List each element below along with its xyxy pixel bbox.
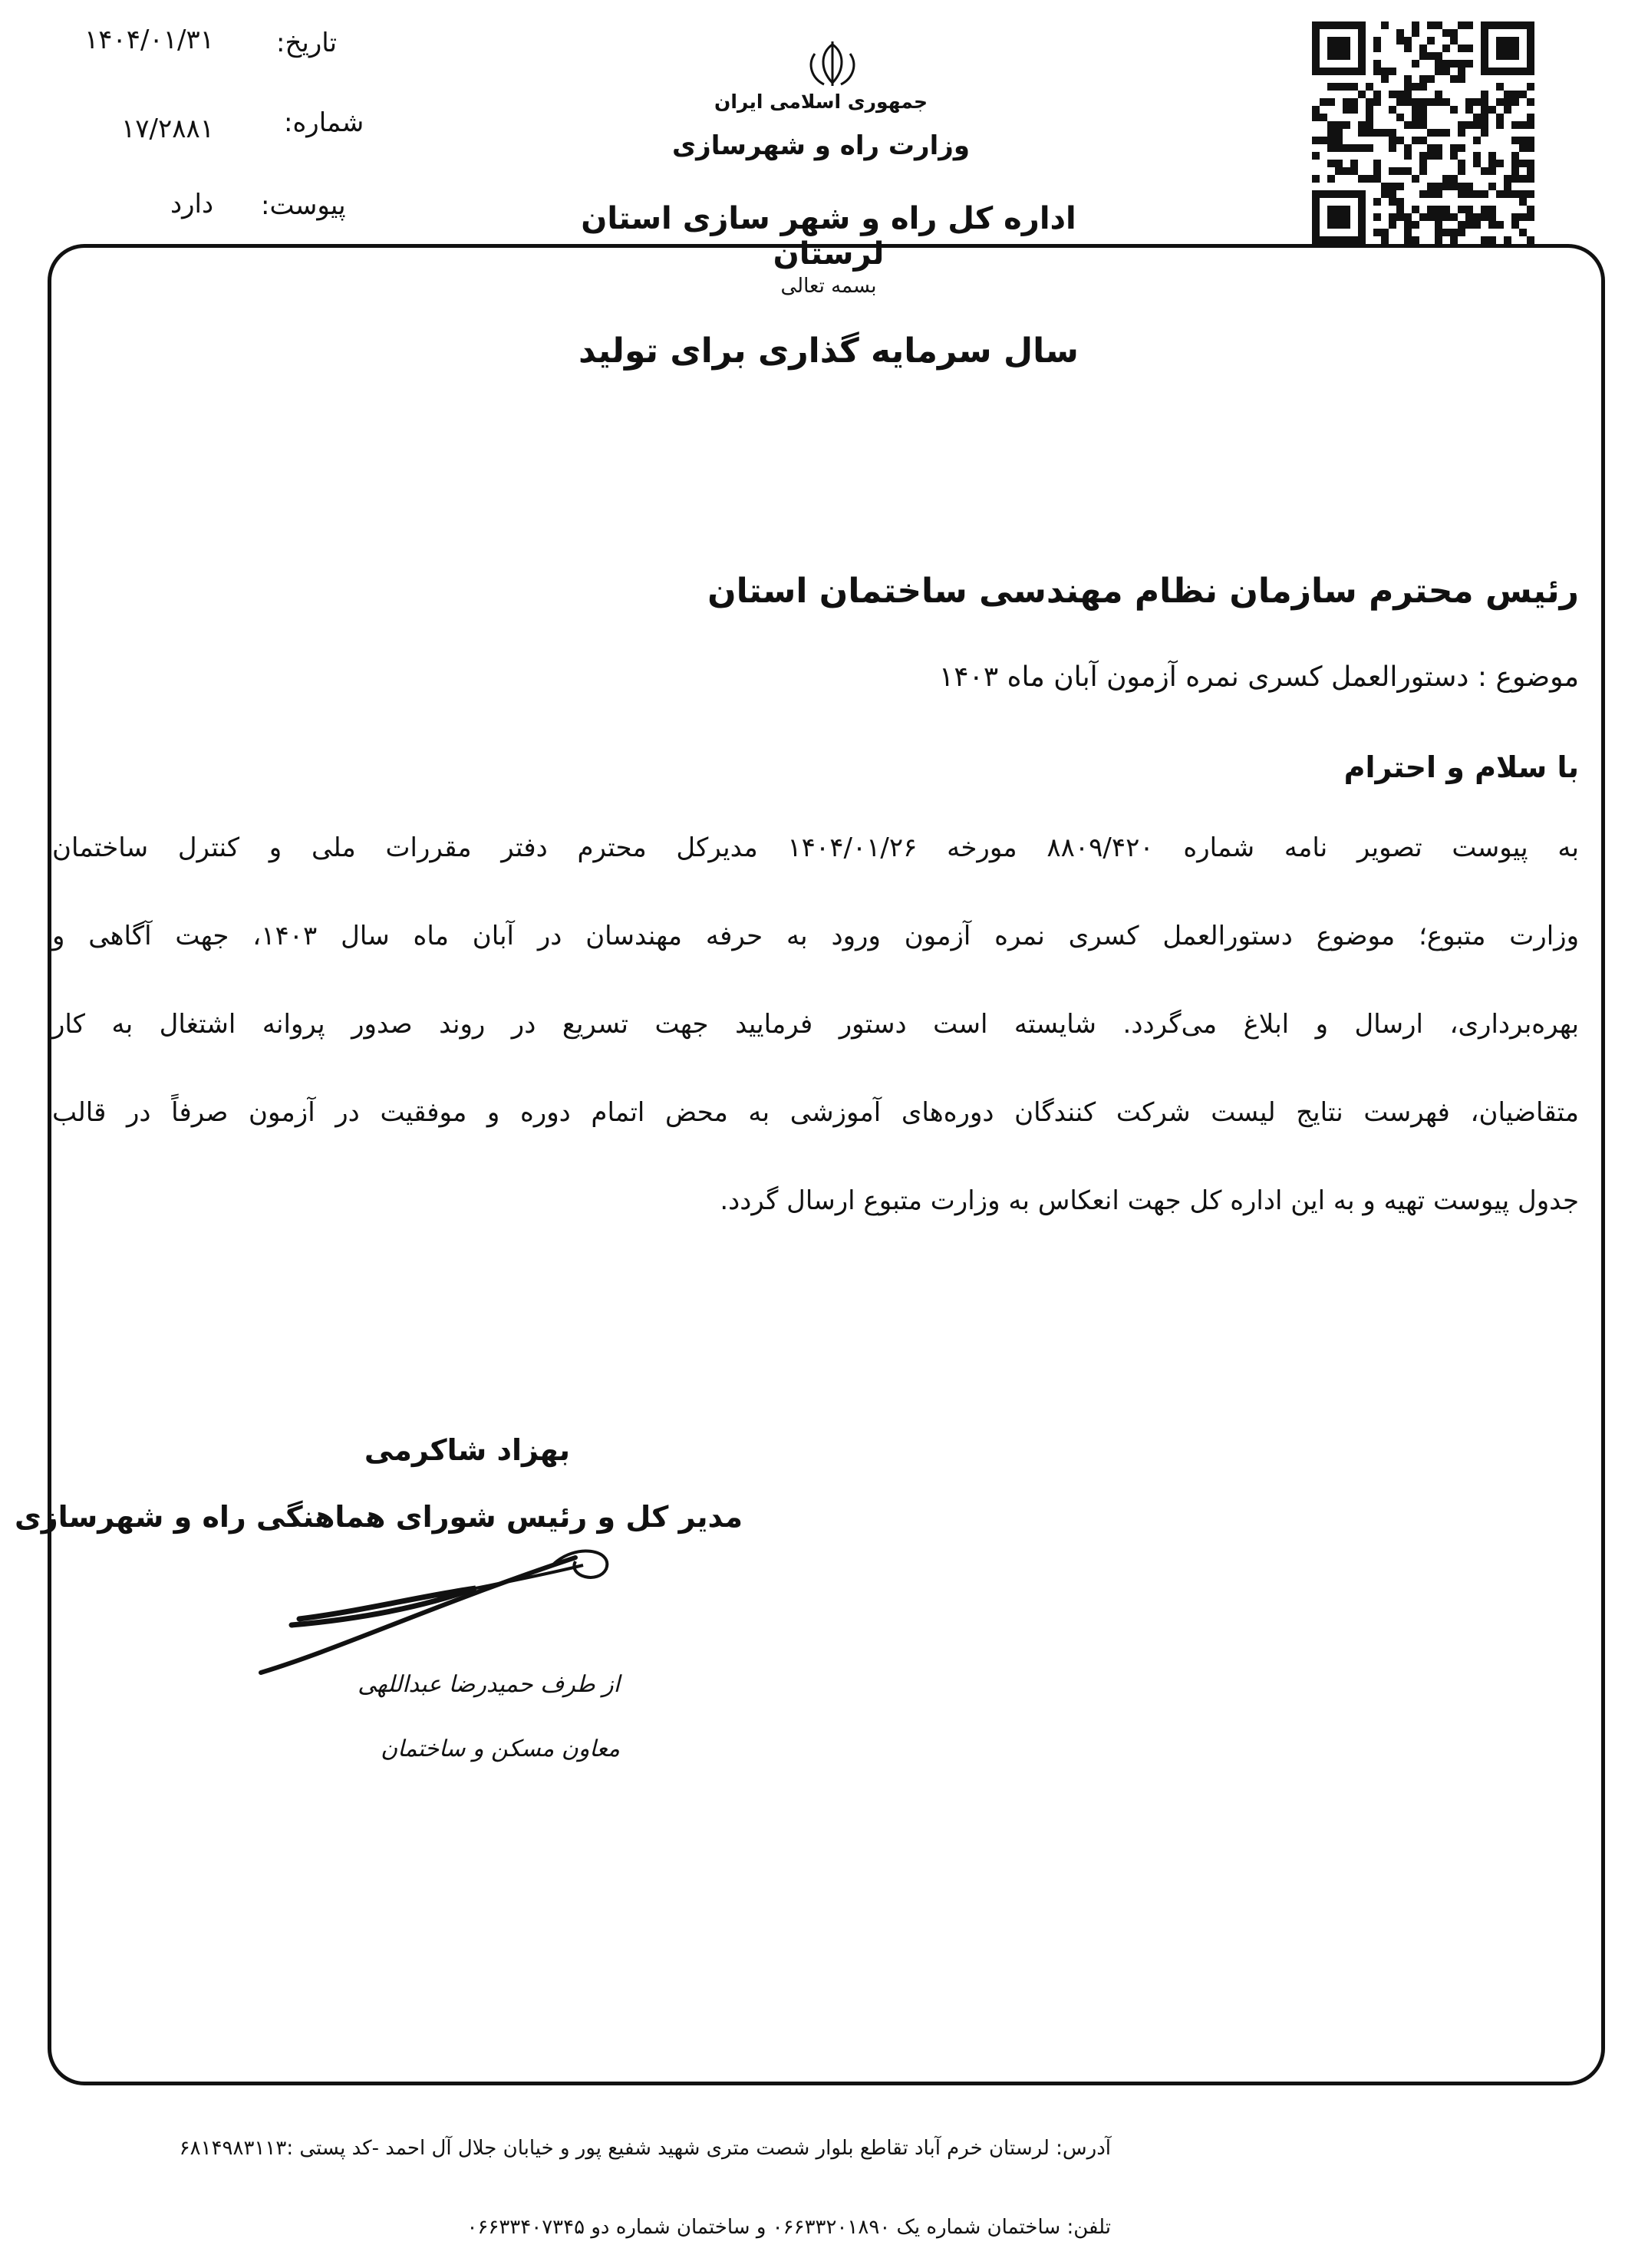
signer-name: بهزاد شاکرمی xyxy=(364,1433,570,1467)
body-line-1: به پیوست تصویر نامه شماره ۸۸۰۹/۴۲۰ مورخه ۱۴۰۴/۰۱/۲۶ مدیرکل محترم دفتر مقررات ملی و کنترل ساختمان xyxy=(52,832,1580,863)
subject-line: موضوع : دستورالعمل کسری نمره آزمون آبان ماه ۱۴۰۳ xyxy=(938,661,1579,693)
date-label: تاریخ: xyxy=(276,28,338,58)
attachment-value: دارد xyxy=(170,189,214,219)
handwritten-deputy: معاون مسکن و ساختمان xyxy=(381,1736,620,1762)
qr-code-icon xyxy=(1312,21,1534,244)
date-value: ۱۴۰۴/۰۱/۳۱ xyxy=(84,25,215,55)
republic-title: جمهوری اسلامی ایران xyxy=(714,91,928,113)
handwritten-on-behalf: از طرف حمیدرضا عبداللهی xyxy=(358,1671,620,1698)
body-line-5: جدول پیوست تهیه و به این اداره کل جهت انعکاس به وزارت متبوع ارسال گردد. xyxy=(720,1185,1579,1216)
department-title: اداره کل راه و شهر سازی استان لرستان xyxy=(581,201,1076,272)
signer-title: مدیر کل و رئیس شورای هماهنگی راه و شهرسازی xyxy=(14,1500,743,1534)
year-slogan: سال سرمایه گذاری برای تولید xyxy=(578,331,1079,371)
iran-emblem-icon xyxy=(798,38,867,92)
body-line-2: وزارت متبوع؛ موضوع دستورالعمل کسری نمره آزمون ورود به حرفه مهندسان در آبان ماه سال ۱۴۰۳، جهت آگاهی و xyxy=(52,921,1580,951)
signature-icon xyxy=(246,1535,644,1680)
greeting: با سلام و احترام xyxy=(1343,750,1579,784)
recipient: رئیس محترم سازمان نظام مهندسی ساختمان استان xyxy=(707,572,1579,611)
number-value: ۱۷/۲۸۸۱ xyxy=(121,114,215,144)
attachment-label: پیوست: xyxy=(261,190,346,221)
footer-address: آدرس: لرستان خرم آباد تقاطع بلوار شصت متری شهید شفیع پور و خیابان جلال آل احمد -کد پستی :۶۸۱۴۹۸۳۱۱۳ xyxy=(179,2137,1111,2160)
body-line-3: بهره‌برداری، ارسال و ابلاغ می‌گردد. شایسته است دستور فرمایید جهت تسریع در روند صدور پروانه اشتغال به کار xyxy=(52,1009,1579,1040)
bismillah: بسمه تعالی xyxy=(780,275,877,298)
number-label: شماره: xyxy=(284,107,364,138)
letter-frame xyxy=(48,244,1605,2085)
body-line-4: متقاضیان، فهرست نتایج لیست شرکت کنندگان دوره‌های آموزشی به محض اتمام دوره و موفقیت در آزمون صرفاً در قالب xyxy=(52,1097,1579,1128)
footer-phone: تلفن: ساختمان شماره یک ۰۶۶۳۳۲۰۱۸۹۰ و ساختمان شماره دو ۰۶۶۳۳۴۰۷۳۴۵ xyxy=(466,2216,1111,2239)
ministry-title: وزارت راه و شهرسازی xyxy=(671,130,970,161)
